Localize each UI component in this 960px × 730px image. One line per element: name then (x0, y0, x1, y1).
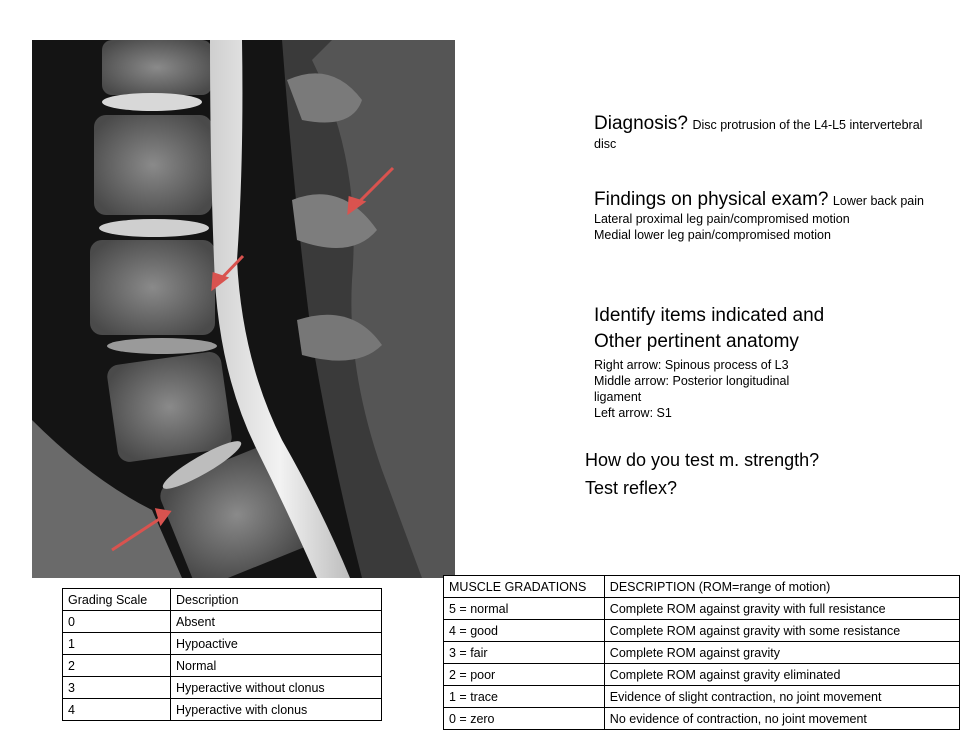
findings-line-2: Medial lower leg pain/compromised motion (594, 228, 831, 242)
diagnosis-section (594, 112, 944, 153)
table-row (444, 708, 960, 730)
identify-line-1: Right arrow: Spinous process of L3 (594, 358, 789, 372)
muscle-gradations-table (443, 575, 960, 730)
table-cell: Evidence of slight contraction, no joint movement (604, 686, 959, 708)
table-cell: Absent (171, 611, 382, 633)
table-cell: 2 = poor (444, 664, 605, 686)
table-header-cell: DESCRIPTION (ROM=range of motion) (604, 576, 959, 598)
table-row (444, 620, 960, 642)
table-cell: 3 (63, 677, 171, 699)
diagnosis-answer: Disc protrusion of the L4-L5 intervertebral disc (594, 118, 923, 151)
table-cell: 2 (63, 655, 171, 677)
table-row (63, 677, 382, 699)
findings-line-1: Lateral proximal leg pain/compromised motion (594, 212, 850, 226)
table-cell: Complete ROM against gravity with full resistance (604, 598, 959, 620)
findings-section (594, 188, 944, 243)
table-row (63, 611, 382, 633)
table-header-cell: Grading Scale (63, 589, 171, 611)
reflex-grading-table (62, 588, 382, 721)
table-row (63, 633, 382, 655)
table-header-cell: MUSCLE GRADATIONS (444, 576, 605, 598)
table-row (444, 686, 960, 708)
diagnosis-label: Diagnosis? (594, 113, 688, 134)
table-cell: 1 = trace (444, 686, 605, 708)
identify-line-4: Left arrow: S1 (594, 406, 672, 420)
table-cell: 3 = fair (444, 642, 605, 664)
table-cell: 0 = zero (444, 708, 605, 730)
table-header-row (444, 576, 960, 598)
identify-line-3: ligament (594, 390, 642, 404)
mri-drawing (32, 40, 455, 578)
table-cell: Complete ROM against gravity with some resistance (604, 620, 959, 642)
table-cell: 4 = good (444, 620, 605, 642)
table-cell: No evidence of contraction, no joint movement (604, 708, 959, 730)
table-cell: 5 = normal (444, 598, 605, 620)
table-cell: 0 (63, 611, 171, 633)
questions-section (585, 446, 819, 502)
table-header-cell: Description (171, 589, 382, 611)
table-row (444, 642, 960, 664)
findings-answer: Lower back pain (832, 194, 924, 208)
table-row (444, 598, 960, 620)
table-header-row (63, 589, 382, 611)
identify-section (594, 304, 944, 421)
table-cell: Complete ROM against gravity (604, 642, 959, 664)
identify-label-line-2: Other pertinent anatomy (594, 331, 799, 352)
table-cell: 4 (63, 699, 171, 721)
table-row (63, 655, 382, 677)
table-row (63, 699, 382, 721)
table-cell: Hypoactive (171, 633, 382, 655)
table-cell: Complete ROM against gravity eliminated (604, 664, 959, 686)
table-cell: Hyperactive without clonus (171, 677, 382, 699)
table-cell: Normal (171, 655, 382, 677)
findings-label: Findings on physical exam? (594, 189, 829, 210)
table-row (444, 664, 960, 686)
identify-label-line-1: Identify items indicated and (594, 305, 825, 326)
table-cell: Hyperactive with clonus (171, 699, 382, 721)
question-strength: How do you test m. strength? (585, 450, 820, 470)
table-cell: 1 (63, 633, 171, 655)
question-reflex: Test reflex? (585, 478, 678, 498)
identify-line-2: Middle arrow: Posterior longitudinal (594, 374, 790, 388)
mri-lumbar-spine-image (32, 40, 455, 578)
